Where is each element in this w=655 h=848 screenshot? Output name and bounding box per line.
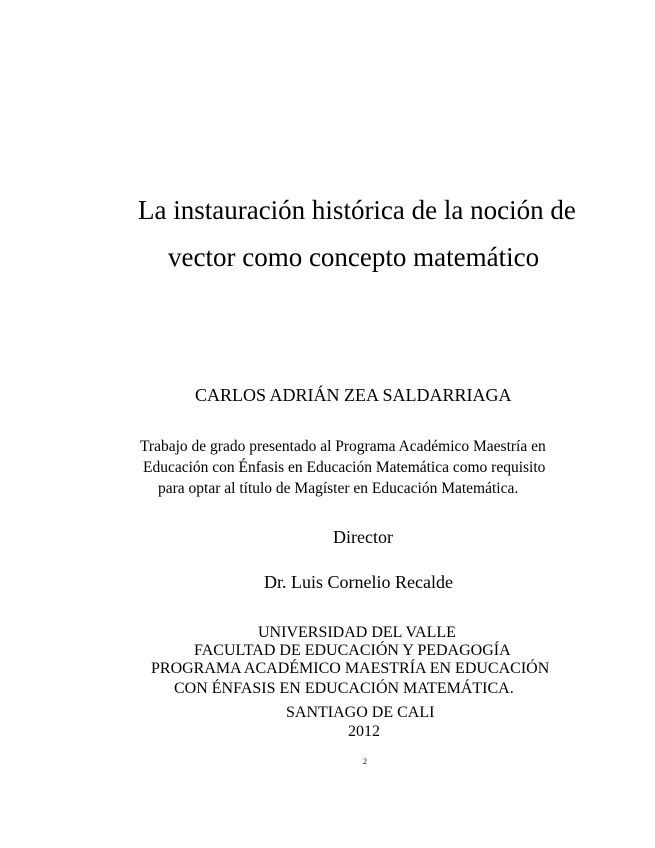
institution-line: SANTIAGO DE CALI xyxy=(286,704,435,721)
title-line: vector como concepto matemático xyxy=(168,242,540,272)
institution-line: PROGRAMA ACADÉMICO MAESTRÍA EN EDUCACIÓN xyxy=(151,660,550,677)
description-line: Educación con Énfasis en Educación Matemática como requisito xyxy=(143,459,546,476)
institution-line: CON ÉNFASIS EN EDUCACIÓN MATEMÁTICA. xyxy=(174,680,514,697)
institution-line: 2012 xyxy=(348,723,380,740)
title-line: La instauración histórica de la noción de xyxy=(138,195,576,225)
author-name: CARLOS ADRIÁN ZEA SALDARRIAGA xyxy=(195,385,512,405)
director-name: Dr. Luis Cornelio Recalde xyxy=(264,572,453,592)
institution-line: UNIVERSIDAD DEL VALLE xyxy=(258,624,456,641)
director-label: Director xyxy=(333,527,393,547)
description-line: para optar al título de Magíster en Educación Matemática. xyxy=(158,480,519,497)
description-line: Trabajo de grado presentado al Programa Académico Maestría en xyxy=(140,438,546,455)
institution-line: FACULTAD DE EDUCACIÓN Y PEDAGOGÍA xyxy=(194,642,511,659)
page-number: 2 xyxy=(363,757,367,766)
